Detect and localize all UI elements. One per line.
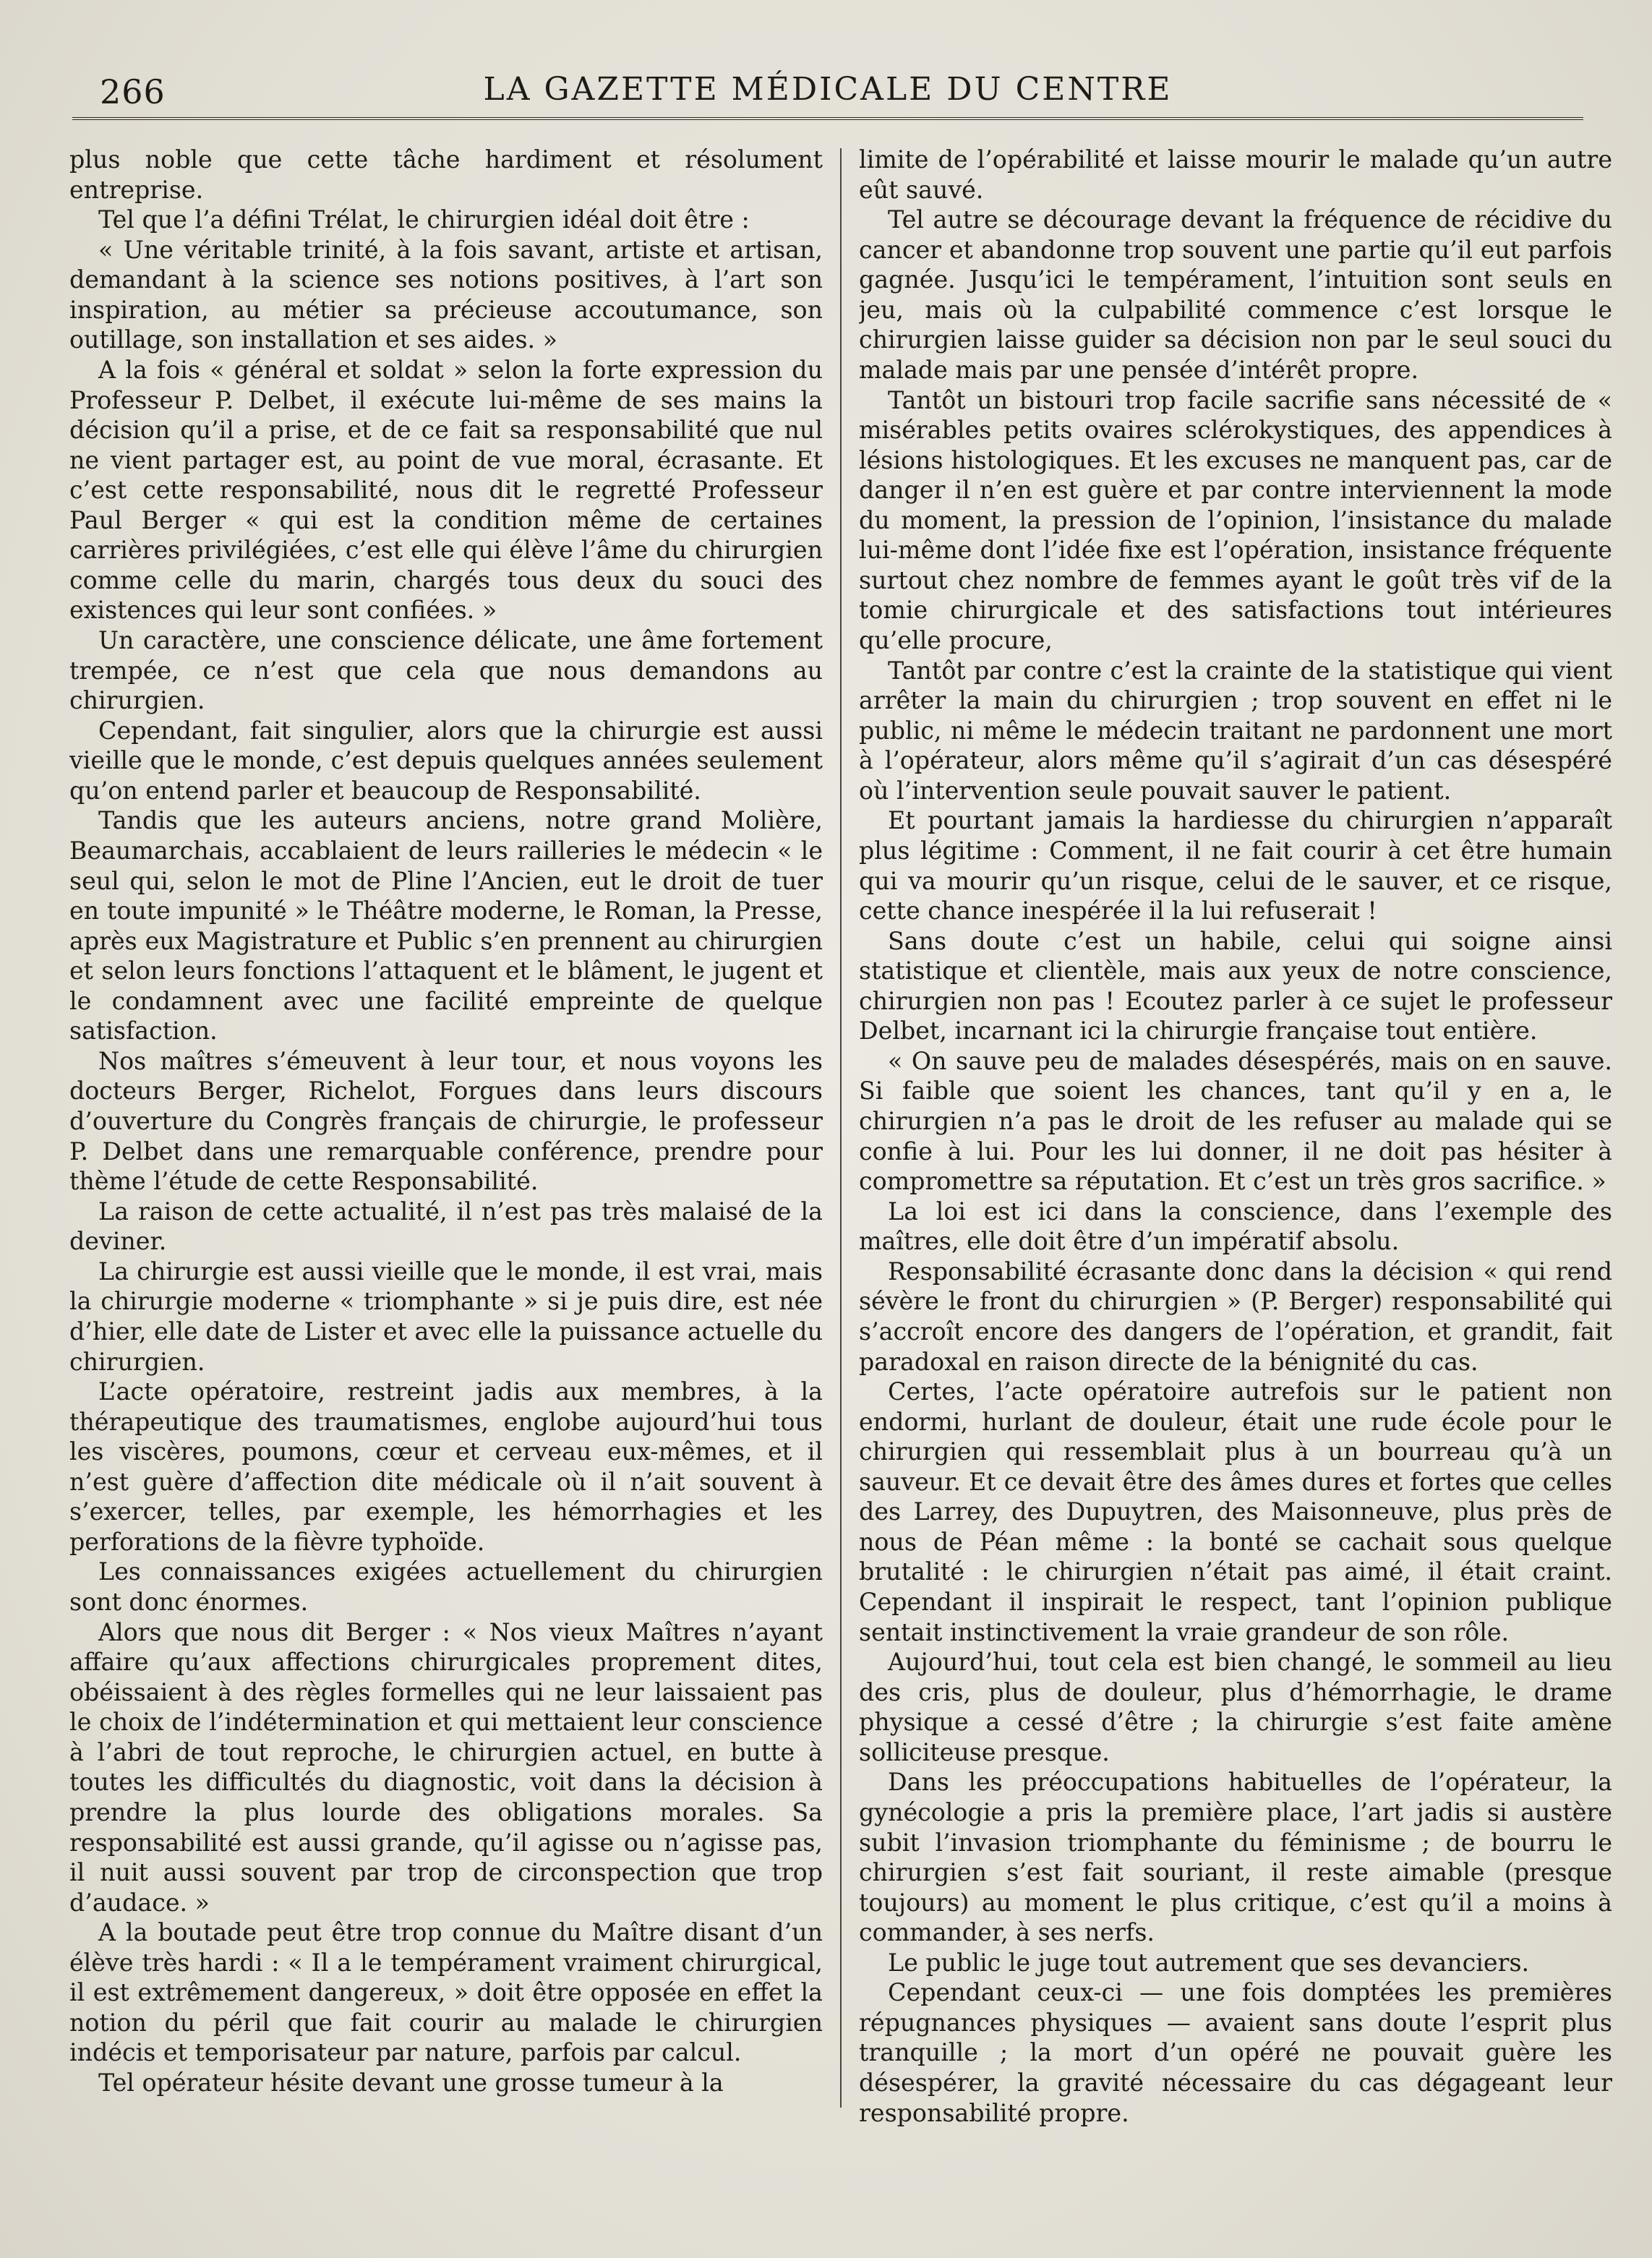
paragraph: Tel autre se décourage devant la fréquence de récidive du cancer et abandonne trop souvent une partie qu’il eut parfois gagnée. Jusqu’ici le tempérament, l’intuition sont seuls en jeu, mais où la culpabilité commence c’est lorsque le chirurgien laisse guider sa décision non par le seul souci du malade mais par une pensée d’intérêt propre. — [859, 205, 1612, 384]
page-header — [72, 67, 1583, 114]
paragraph: L’acte opératoire, restreint jadis aux membres, à la thérapeutique des traumatismes, englobe aujourd’hui tous les viscères, poumons, cœur et cerveau eux-mêmes, et il n’est guère d’affection dite médicale où il n’ait souvent à s’exercer, telles, par exemple, les hémorrhagies et les perforations de la fièvre typhoïde. — [69, 1377, 823, 1556]
paragraph: Nos maîtres s’émeuvent à leur tour, et nous voyons les docteurs Berger, Richelot, Forgues dans leurs discours d’ouverture du Congrès français de chirurgie, le professeur P. Delbet dans une remarquable conférence, prendre pour thème l’étude de cette Responsabilité. — [69, 1046, 823, 1196]
paragraph: Tantôt un bistouri trop facile sacrifie sans nécessité de « misérables petits ovaires sclérokystiques, des appendices à lésions histologiques. Et les excuses ne manquent pas, car de danger il n’en est guère et par contre interviennent la mode du moment, la pression de l’opinion, l’insistance du malade lui-même dont l’idée fixe est l’opération, insistance fréquente surtout chez nombre de femmes ayant le goût très vif de la tomie chirurgicale et des satisfactions tout intérieures qu’elle procure, — [859, 385, 1612, 654]
paragraph: « On sauve peu de malades désespérés, mais on en sauve. Si faible que soient les chances, tant qu’il y en a, le chirurgien n’a pas le droit de les refuser au malade qui se confie à lui. Pour les lui donner, il ne doit pas hésiter à compromettre sa réputation. Et c’est un très gros sacrifice. » — [859, 1046, 1612, 1196]
paragraph: Tantôt par contre c’est la crainte de la statistique qui vient arrêter la main du chirurgien ; trop souvent en effet ni le public, ni même le médecin traitant ne pardonnent une mort à l’opérateur, alors même qu’il s’agirait d’un cas désespéré où l’intervention seule pouvait sauver le patient. — [859, 656, 1612, 805]
paragraph: Tel que l’a défini Trélat, le chirurgien idéal doit être : — [98, 205, 750, 234]
paragraph: Un caractère, une conscience délicate, une âme fortement trempée, ce n’est que cela que nous demandons au chirurgien. — [69, 626, 823, 715]
paragraph: Cependant, fait singulier, alors que la chirurgie est aussi vieille que le monde, c’est depuis quelques années seulement qu’on entend parler et beaucoup de Responsabilité. — [69, 716, 823, 805]
journal-title: LA GAZETTE MÉDICALE DU CENTRE — [483, 71, 1173, 108]
paragraph: A la fois « général et soldat » selon la forte expression du Professeur P. Delbet, il exécute lui-même de ses mains la décision qu’il a prise, et de ce fait sa responsabilité que nul ne vient partager est, au point de vue moral, écrasante. Et c’est cette responsabilité, nous dit le regretté Professeur Paul Berger « qui est la condition même de certaines carrières privilégiées, c’est elle qui élève l’âme du chirurgien comme celle du marin, chargés tous deux du souci des existences qui leur sont confiées. » — [69, 355, 823, 625]
paragraph: Les connaissances exigées actuellement du chirurgien sont donc énormes. — [69, 1557, 823, 1616]
paragraph: limite de l’opérabilité et laisse mourir le malade qu’un autre eût sauvé. — [859, 145, 1612, 204]
paragraph: Dans les préoccupations habituelles de l’opérateur, la gynécologie a pris la première place, l’art jadis si austère subit l’invasion triomphante du féminisme ; de bourru le chirurgien s’est fait souriant, il reste aimable (presque toujours) au moment le plus critique, c’est qu’il a moins à commander, à ses nerfs. — [859, 1768, 1612, 1947]
paragraph: Tandis que les auteurs anciens, notre grand Molière, Beaumarchais, accablaient de leurs railleries le médecin « le seul qui, selon le mot de Pline l’Ancien, eut le droit de tuer en toute impunité » le Théâtre moderne, le Roman, la Presse, après eux Magistrature et Public s’en prennent au chirurgien et selon leurs fonctions l’attaquent et le blâment, le jugent et le condamnent avec une facilité empreinte de quelque satisfaction. — [69, 806, 823, 1045]
paragraph: Le public le juge tout autrement que ses devanciers. — [888, 1948, 1530, 1977]
header-rule — [72, 117, 1583, 120]
paragraph: La raison de cette actualité, il n’est pas très malaisé de la deviner. — [69, 1197, 823, 1256]
paragraph: Alors que nous dit Berger : « Nos vieux Maîtres n’ayant affaire qu’aux affections chirurgicales proprement dites, obéissaient à des règles formelles qui ne leur laissaient pas le choix de l’indétermination et qui mettaient leur conscience à l’abri de tout reproche, le chirurgien actuel, en butte à toutes les difficultés du diagnostic, voit dans la décision à prendre la plus lourde des obligations morales. Sa responsabilité est aussi grande, qu’il agisse ou n’agisse pas, il nuit aussi souvent par trop de circonspection que trop d’audace. » — [69, 1617, 823, 1917]
right-column — [859, 145, 1612, 2140]
paragraph: Et pourtant jamais la hardiesse du chirurgien n’apparaît plus légitime : Comment, il ne fait courir à cet être humain qui va mourir qu’un risque, celui de le sauver, et ce risque, cette chance inespérée il la lui refuserait ! — [859, 806, 1612, 925]
paragraph: Sans doute c’est un habile, celui qui soigne ainsi statistique et clientèle, mais aux yeux de notre conscience, chirurgien non pas ! Ecoutez parler à ce sujet le professeur Delbet, incarnant ici la chirurgie française tout entière. — [859, 926, 1612, 1045]
paragraph: Aujourd’hui, tout cela est bien changé, le sommeil au lieu des cris, plus de douleur, plus d’hémorrhagie, le drame physique a cessé d’être ; la chirurgie s’est faite amène solliciteuse presque. — [859, 1648, 1612, 1766]
column-divider — [840, 148, 842, 2108]
paragraph: « Une véritable trinité, à la fois savant, artiste et artisan, demandant à la science ses notions positives, à l’art son inspiration, au métier sa précieuse accoutumance, son outillage, son installation et ses aides. » — [69, 235, 823, 354]
paragraph: Certes, l’acte opératoire autrefois sur le patient non endormi, hurlant de douleur, était une rude école pour le chirurgien qui ressemblait plus à un bourreau qu’à un sauveur. Et ce devait être des âmes dures et fortes que celles des Larrey, des Dupuytren, des Maisonneuve, plus près de nous de Péan même : la bonté se cachait sous quelque brutalité : le chirurgien n’était pas aimé, il était craint. Cependant il inspirait le respect, tant l’opinion publique sentait instinctivement la vraie grandeur de son rôle. — [859, 1377, 1612, 1646]
paragraph: plus noble que cette tâche hardiment et résolument entreprise. — [69, 145, 823, 204]
page-number: 266 — [100, 72, 166, 111]
paragraph: La loi est ici dans la conscience, dans l’exemple des maîtres, elle doit être d’un impératif absolu. — [859, 1197, 1612, 1256]
paragraph: La chirurgie est aussi vieille que le monde, il est vrai, mais la chirurgie moderne « triomphante » si je puis dire, est née d’hier, elle date de Lister et avec elle la puissance actuelle du chirurgien. — [69, 1257, 823, 1376]
paragraph: Responsabilité écrasante donc dans la décision « qui rend sévère le front du chirurgien » (P. Berger) responsabilité qui s’accroît encore des dangers de l’opération, et grandit, fait paradoxal en raison directe de la bénignité du cas. — [859, 1257, 1612, 1376]
left-column — [69, 145, 823, 2140]
paragraph: Cependant ceux-ci — une fois domptées les premières répugnances physiques — avaient sans doute l’esprit plus tranquille ; la mort d’un opéré ne pouvait guère les désespérer, la gravité nécessaire du cas dégageant leur responsabilité propre. — [859, 1978, 1612, 2127]
paragraph: A la boutade peut être trop connue du Maître disant d’un élève très hardi : « Il a le tempérament vraiment chirurgical, il est extrêmement dangereux, » doit être opposée en effet la notion du péril que fait courir au malade le chirurgien indécis et temporisateur par nature, parfois par calcul. — [69, 1918, 823, 2067]
paragraph: Tel opérateur hésite devant une grosse tumeur à la — [98, 2069, 724, 2097]
